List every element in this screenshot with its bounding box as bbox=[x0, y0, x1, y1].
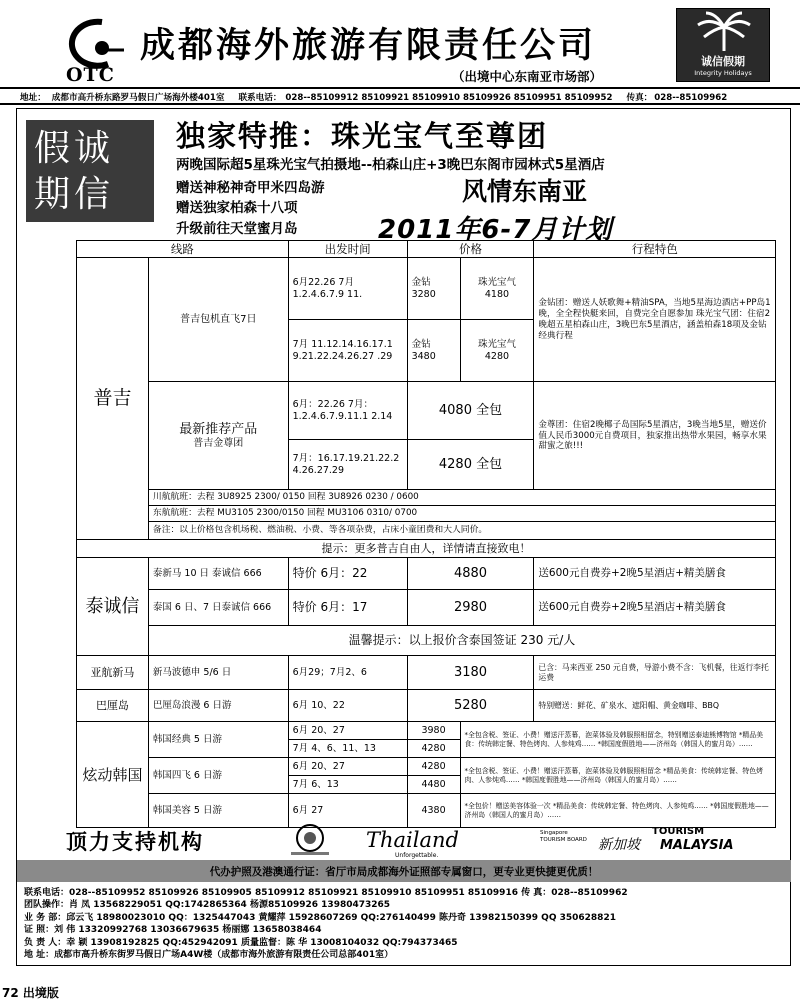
table-row bbox=[77, 540, 776, 558]
dates-cell: 6月 20、27 bbox=[288, 758, 407, 776]
stamp-line-2: 期信 bbox=[34, 174, 115, 215]
table-row bbox=[77, 722, 776, 740]
price-cell: 珠光宝气 4280 bbox=[460, 320, 534, 382]
company-name: 成都海外旅游有限责任公司 bbox=[140, 25, 597, 66]
table-row bbox=[77, 758, 776, 776]
dates-cell: 7月 4、6、11、13 bbox=[288, 740, 407, 758]
route-cell: 韩国经典 5 日游 bbox=[148, 722, 288, 758]
price-cell: 4280 bbox=[407, 740, 460, 758]
promo-title: 独家特推：珠光宝气至尊团 bbox=[176, 119, 549, 153]
malaysia-logo-bottom: MALAYSIA bbox=[660, 838, 734, 853]
route-cell: 泰新马 10 日 泰诚信 666 bbox=[148, 558, 288, 590]
price-cell: 3180 bbox=[407, 656, 534, 690]
table-row bbox=[77, 794, 776, 828]
promo-sub-4: 升级前往天堂蜜月岛 bbox=[176, 221, 298, 237]
address: 成都市高升桥东路罗马假日广场海外楼401室 bbox=[51, 93, 225, 103]
contact-line: 联系电话：028--85109952 85109926 85109905 85109912 85109921 85109910 85109951 85109916 传 真：028--85109962 bbox=[24, 888, 628, 898]
support-title: 顶力支持机构 bbox=[66, 830, 204, 854]
price-cell: 4080 全包 bbox=[407, 382, 534, 440]
singapore-logo: Singapore TOURISM BOARD bbox=[540, 830, 587, 843]
price-cell: 4480 bbox=[407, 776, 460, 794]
singapore-cn: 新加坡 bbox=[598, 837, 640, 853]
table-row bbox=[77, 558, 776, 590]
col-header-price: 价格 bbox=[407, 241, 534, 258]
passport-service-banner: 代办护照及港澳通行证：省厅市局成都海外证照部专属窗口，更专业更快捷更优质！ bbox=[17, 860, 791, 882]
price-cell: 2980 bbox=[407, 590, 534, 626]
malaysia-logo-top: TOURISM bbox=[652, 826, 705, 837]
dates-cell: 特价 6月：17 bbox=[288, 590, 407, 626]
thailand-tagline: Unforgettable. bbox=[395, 852, 439, 859]
region-phuket: 普吉 bbox=[77, 258, 149, 540]
contact-line: 业 务 部：邱云飞 18980023010 QQ：1325447043 黄耀萍 15928607269 QQ:276140499 陈丹奇 13982150399 QQ 350628821 bbox=[24, 912, 616, 923]
route-cell: 新马波德申 5/6 日 bbox=[148, 656, 288, 690]
dates-cell: 7月 11.12.14.16.17.1 9.21.22.24.26.27 .29 bbox=[288, 320, 407, 382]
route-title: 最新推荐产品 bbox=[179, 421, 258, 437]
integrity-cn: 诚信假期 bbox=[701, 55, 745, 68]
page-footer: 72 出境版 bbox=[2, 986, 59, 1000]
phone: 028--85109912 85109921 85109910 85109926 85109951 85109952 bbox=[285, 93, 613, 103]
feature-cell: 金尊团：住宿2晚椰子岛国际5星酒店，3晚当地5星，赠送价值人民币3000元自费项目，独家推出热带水果园，畅享水果甜蜜之旅!!! bbox=[534, 382, 776, 490]
region-airasia: 亚航新马 bbox=[77, 656, 149, 690]
feature-cell: 特别赠送：鲜花、矿泉水、遮阳帽、黄金咖啡、BBQ bbox=[534, 690, 776, 722]
otc-brand: OTC bbox=[66, 64, 115, 86]
thailand-logo: Thailand bbox=[366, 828, 459, 852]
promo-sub-2: 赠送神秘神奇甲米四岛游 bbox=[176, 180, 325, 196]
flight-info: 川航航班：去程 3U8925 2300/ 0150 回程 3U8926 0230 / 0600 bbox=[148, 490, 775, 506]
table-header-row bbox=[77, 241, 776, 258]
dates-cell: 6月 27 bbox=[288, 794, 407, 828]
contact-list bbox=[24, 887, 628, 961]
feature-cell: 金钻团：赠送人妖歌舞+精油SPA，当地5星海边酒店+PP岛1晚，全全程快艇来回，自费完全自愿参加 珠光宝气团：住宿2晚超五星柏森山庄，3晚巴东5星酒店，涵盖柏森18项及金钻经典行程 bbox=[534, 258, 776, 382]
price-cell: 4280 bbox=[407, 758, 460, 776]
phone-label: 联系电话： bbox=[238, 93, 282, 103]
flight-info: 东航航班：去程 MU3105 2300/0150 回程 MU3106 0310/ 0700 bbox=[148, 506, 775, 522]
route-cell bbox=[148, 382, 288, 490]
region-korea: 炫动韩国 bbox=[77, 722, 149, 828]
route-cell: 韩国四飞 6 日游 bbox=[148, 758, 288, 794]
table-row bbox=[77, 522, 776, 540]
price-cell: 金钻 3480 bbox=[407, 320, 460, 382]
thai-warm-tip: 温馨提示：以上报价含泰国签证 230 元/人 bbox=[148, 626, 775, 656]
dates-cell: 特价 6月：22 bbox=[288, 558, 407, 590]
region-thailand: 泰诚信 bbox=[77, 558, 149, 656]
feature-cell: *全包价！赠送美容体验一次 *精品美食：传统韩定餐、特色烤肉、人参炖鸡…… *韩国度假胜地——济州岛（韩国人的蜜月岛）…… bbox=[460, 794, 775, 828]
table-row bbox=[77, 382, 776, 440]
dates-cell: 7月 6、13 bbox=[288, 776, 407, 794]
table-row bbox=[77, 490, 776, 506]
address-bar bbox=[0, 87, 800, 105]
contact-line: 团队操作：肖 凤 13568229051 QQ:1742865364 杨源85109926 13980473265 bbox=[24, 900, 391, 911]
phuket-tip: 提示：更多普吉自由人，详情请直接致电！ bbox=[77, 540, 776, 558]
price-cell: 金钻 3280 bbox=[407, 258, 460, 320]
col-header-departure: 出发时间 bbox=[288, 241, 407, 258]
contact-line: 负 责 人：幸 颖 13908192825 QQ:452942091 质量监督：陈 华 13008104032 QQ:794373465 bbox=[24, 937, 458, 948]
itinerary-table bbox=[76, 240, 776, 828]
contact-line: 证 照：刘 伟 13320992768 13036679635 杨丽娜 13658038464 bbox=[24, 925, 322, 936]
table-row bbox=[77, 626, 776, 656]
dates-cell: 6月22.26 7月1.2.4.6.7.9 11. bbox=[288, 258, 407, 320]
promo-sub-3: 赠送独家柏森十八项 bbox=[176, 200, 298, 216]
feature-cell: *全包含税、签证、小费！赠送汗蒸幕，泡菜体验及韩服照相留念 *精品美食：传统韩定餐、特色烤肉、人参炖鸡…… *韩国度假胜地——济州岛（韩国人的蜜月岛）…… bbox=[460, 758, 775, 794]
region-title: 风情东南亚 bbox=[462, 177, 588, 206]
route-cell: 泰国 6 日、7 日泰诚信 666 bbox=[148, 590, 288, 626]
dates-cell: 6月 10、22 bbox=[288, 690, 407, 722]
table-row bbox=[77, 590, 776, 626]
fax: 028--85109962 bbox=[654, 93, 728, 103]
stamp-line-1: 假诚 bbox=[34, 128, 115, 169]
integrity-holidays-logo bbox=[676, 8, 770, 82]
route-subtitle: 普吉金尊团 bbox=[193, 437, 244, 449]
palm-tree-icon bbox=[694, 11, 754, 53]
price-cell: 珠光宝气 4180 bbox=[460, 258, 534, 320]
price-cell: 4380 bbox=[407, 794, 460, 828]
price-cell: 3980 bbox=[407, 722, 460, 740]
route-cell: 韩国美容 5 日游 bbox=[148, 794, 288, 828]
dates-cell: 6月：22.26 7月：1.2.4.6.7.9.11.1 2.14 bbox=[288, 382, 407, 440]
region-bali: 巴厘岛 bbox=[77, 690, 149, 722]
price-cell: 4280 全包 bbox=[407, 440, 534, 490]
price-note: 备注：以上价格包含机场税、燃油税、小费、等各项杂费，占床小童团费和大人同价。 bbox=[148, 522, 775, 540]
table-row bbox=[77, 258, 776, 320]
table-row bbox=[77, 506, 776, 522]
branch-name: （出境中心东南亚市场部） bbox=[452, 69, 603, 84]
address-label: 地址： bbox=[20, 93, 46, 103]
feature-cell: 已含：马来西亚 250 元自费，导游小费不含：飞机餐，往返行李托运费 bbox=[534, 656, 776, 690]
dates-cell: 6月 20、27 bbox=[288, 722, 407, 740]
dates-cell: 7月：16.17.19.21.22.2 4.26.27.29 bbox=[288, 440, 407, 490]
table-row bbox=[77, 690, 776, 722]
dates-cell: 6月29；7月2、6 bbox=[288, 656, 407, 690]
fax-label: 传真： bbox=[626, 93, 653, 103]
price-cell: 4880 bbox=[407, 558, 534, 590]
feature-cell: 送600元自费券+2晚5星酒店+精美膳食 bbox=[534, 558, 776, 590]
plan-title: 2011年6-7月计划 bbox=[378, 215, 613, 245]
feature-cell: 送600元自费券+2晚5星酒店+精美膳食 bbox=[534, 590, 776, 626]
promo-sub-1: 两晚国际超5星珠光宝气拍摄地--柏森山庄+3晚巴东阁市园林式5星酒店 bbox=[176, 157, 605, 173]
col-header-route: 线路 bbox=[77, 241, 289, 258]
integrity-en: Integrity Holidays bbox=[694, 69, 752, 77]
route-cell: 巴厘岛浪漫 6 日游 bbox=[148, 690, 288, 722]
contact-line: 地 址：成都市高升桥东街罗马假日广场A4W楼（成都市海外旅游有限责任公司总部401室） bbox=[24, 949, 394, 960]
col-header-feature: 行程特色 bbox=[534, 241, 776, 258]
feature-cell: *全包含税、签证、小费！赠送汗蒸幕，泡菜体验及韩服照相留念，特别赠送泰迪熊博物馆 *精品美食：传统韩定餐、特色烤肉、人参炖鸡…… *韩国度假胜地——济州岛（韩国人的蜜月岛）…… bbox=[460, 722, 775, 758]
table-row bbox=[77, 656, 776, 690]
price-cell: 5280 bbox=[407, 690, 534, 722]
route-cell: 普吉包机直飞7日 bbox=[148, 258, 288, 382]
tourism-seal-icon bbox=[285, 822, 335, 858]
integrity-stamp bbox=[26, 120, 154, 222]
